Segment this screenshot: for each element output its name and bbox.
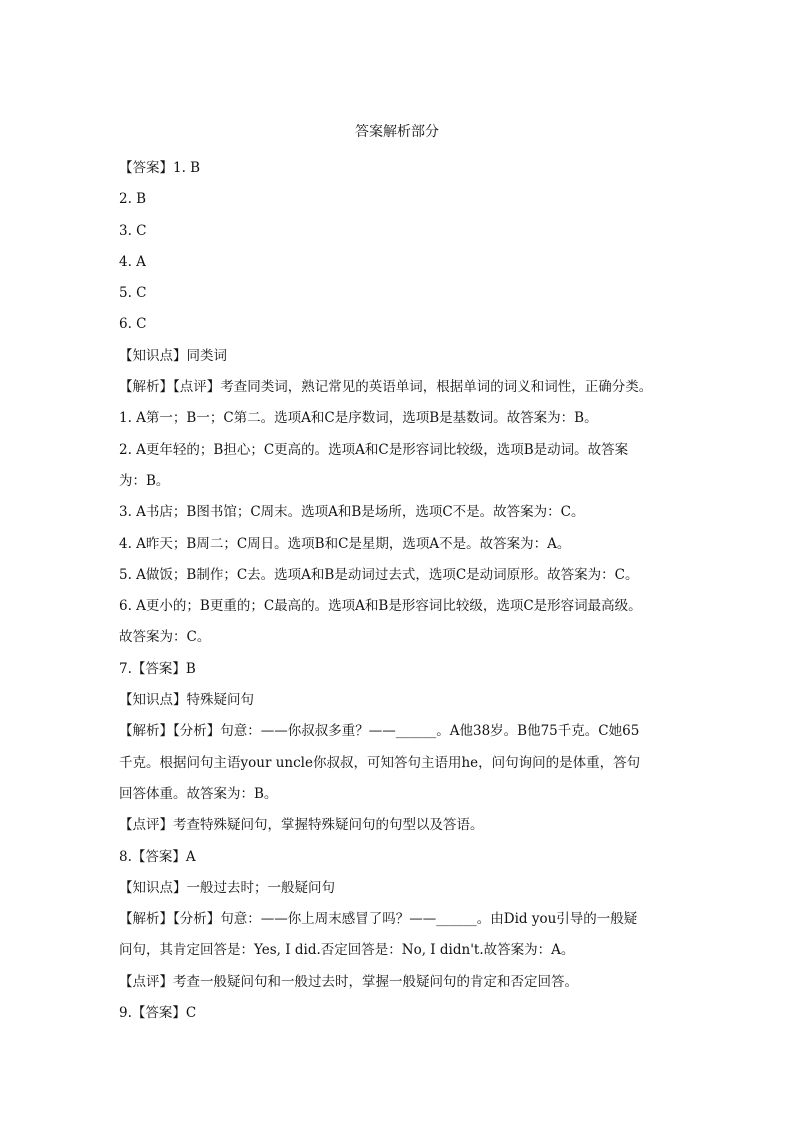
text-line: 【知识点】同类词 bbox=[119, 347, 227, 364]
answer-explanation-body bbox=[119, 153, 679, 1029]
text-line: 故答案为：C。 bbox=[119, 629, 211, 646]
text-line: 回答体重。故答案为：B。 bbox=[119, 785, 278, 802]
text-line: 【解析】【点评】考查同类词，熟记常见的英语单词，根据单词的词义和词性，正确分类。 bbox=[119, 379, 653, 396]
text-line: 6. A更小的；B更重的；C最高的。选项A和B是形容词比较级，选项C是形容词最高级。 bbox=[119, 598, 642, 615]
text-line: 9.【答案】C bbox=[119, 1005, 197, 1022]
text-line: 6. C bbox=[119, 316, 147, 333]
text-line: 5. A做饭；B制作；C去。选项A和B是动词过去式，选项C是动词原形。故答案为：C。 bbox=[119, 566, 639, 583]
text-line: 8.【答案】A bbox=[119, 848, 196, 865]
text-line: 【知识点】一般过去时；一般疑问句 bbox=[119, 879, 335, 896]
text-line: 【点评】考查特殊疑问句，掌握特殊疑问句的句型以及答语。 bbox=[119, 817, 484, 834]
text-line: 2. A更年轻的；B担心；C更高的。选项A和C是形容词比较级，选项B是动词。故答案 bbox=[119, 441, 629, 458]
text-line: 【知识点】特殊疑问句 bbox=[119, 692, 254, 709]
text-line: 5. C bbox=[119, 285, 147, 302]
text-line: 【点评】考查一般疑问句和一般过去时，掌握一般疑问句的肯定和否定回答。 bbox=[119, 973, 578, 990]
text-line: 3. C bbox=[119, 222, 147, 239]
text-line: 【解析】【分析】句意：——你上周末感冒了吗？——______。由Did you引导的一般疑 bbox=[119, 911, 638, 928]
text-line: 千克。根据问句主语your uncle你叔叔，可知答句主语用he，问句询问的是体重，答句 bbox=[119, 754, 641, 771]
text-line: 4. A bbox=[119, 253, 146, 270]
text-line: 3. A书店；B图书馆；C周末。选项A和B是场所，选项C不是。故答案为：C。 bbox=[119, 504, 585, 521]
text-line: 【解析】【分析】句意：——你叔叔多重？——______。A他38岁。B他75千克。C她65 bbox=[119, 723, 640, 740]
page-title: 答案解析部分 bbox=[355, 124, 439, 140]
text-line: 1. A第一；B一；C第二。选项A和C是序数词，选项B是基数词。故答案为：B。 bbox=[119, 410, 598, 427]
text-line: 2. B bbox=[119, 191, 147, 208]
text-line: 7.【答案】B bbox=[119, 660, 196, 677]
text-line: 为：B。 bbox=[119, 472, 170, 489]
text-line: 问句，其肯定回答是：Yes, I did.否定回答是：No, I didn't.故答案为：A。 bbox=[119, 942, 575, 959]
text-line: 4. A昨天；B周二；C周日。选项B和C是星期，选项A不是。故答案为：A。 bbox=[119, 535, 571, 552]
text-line: 【答案】1. B bbox=[119, 160, 201, 176]
